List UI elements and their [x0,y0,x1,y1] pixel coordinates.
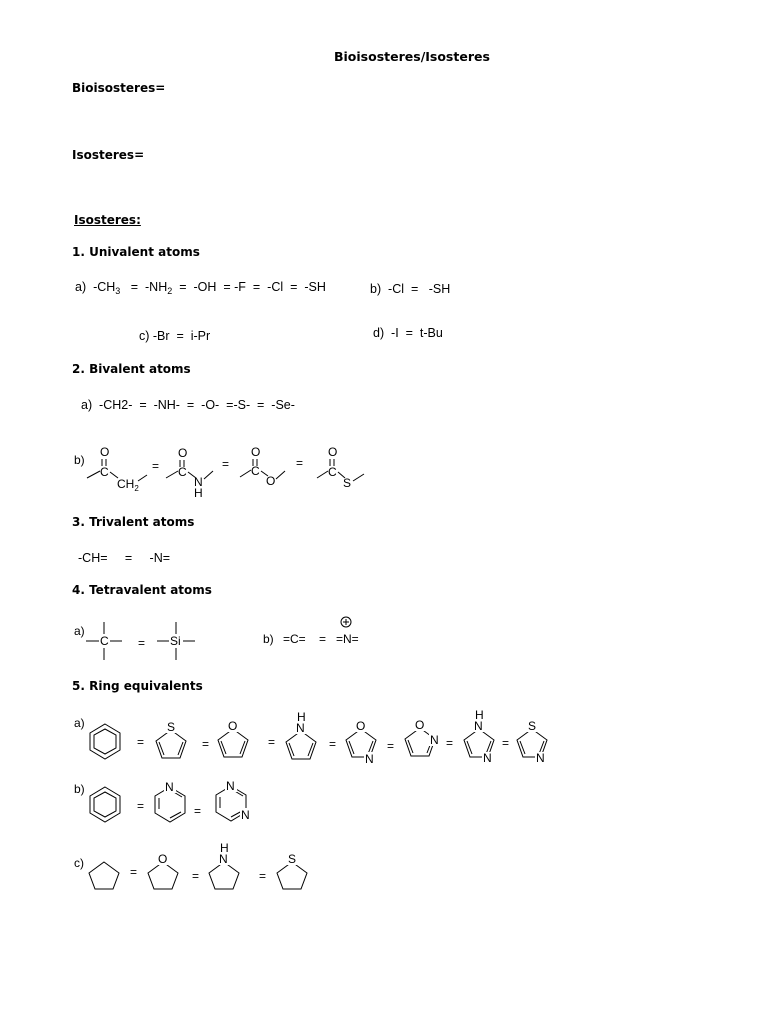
tetrahydrofuran-ring [148,852,178,889]
ester-structure [240,445,285,488]
oxygen-atom: O [266,474,276,488]
thiazole-ring [517,719,547,765]
nitrogen-atom: N [474,719,483,733]
benzene-ring [90,787,120,822]
nh2-group: $-NH_2$ [145,280,173,296]
quaternary-carbon [86,622,122,660]
iminium-nitrogen: =N= [336,632,359,646]
hydrogen-atom: H [220,841,229,855]
nitrogen-atom: N [165,780,174,794]
equals-sign: = [138,636,146,650]
nitrogen-atom: N [365,752,374,766]
oxygen-atom: O [100,445,110,459]
nitrogen-atom: N [536,751,545,765]
isosteres-heading: Isosteres: [74,213,141,227]
bivalent-b-label: b) [74,453,85,467]
univalent-b-row: b) -Cl = -SH [370,282,451,296]
nitrogen-atom: N [241,808,250,822]
hydrogen-atom: H [194,486,203,500]
pyridine-ring [155,780,185,822]
quaternary-silicon [157,622,195,660]
tetravalent-a-label: a) [74,624,85,638]
equals-sign: = [130,865,138,879]
isosteres-definition-label: Isosteres= [72,148,145,162]
equals-sign: = [192,869,200,883]
univalent-d-row: d) -I = t-Bu [373,326,443,340]
trivalent-row: -CH= = -N= [78,551,171,565]
cyclopentane-ring [89,862,119,889]
hydrogen-atom: H [297,710,306,724]
sh-group: -SH [304,280,326,294]
ch2-group: $CH_2$ [117,477,139,493]
ch3-group: $-CH_3$ [93,280,121,296]
furan-ring [218,719,248,757]
equals-sign: = [137,799,145,813]
bivalent-heading: 2. Bivalent atoms [72,362,191,376]
bivalent-a-row: a) -CH2- = -NH- = -O- =-S- = -Se- [81,398,295,412]
pyrrole-ring [286,710,316,759]
oxygen-atom: O [251,445,261,459]
equals-sign: = [387,739,395,753]
equals-sign: = [329,737,337,751]
page-title: Bioisosteres/Isosteres [334,49,490,64]
univalent-a-label: a) [75,280,87,294]
equals-sign: = [259,869,267,883]
nitrogen-atom: N [296,721,305,735]
equals-sign: = [268,735,276,749]
carbon-atom: C [328,465,337,479]
pyrimidine-ring [216,779,252,822]
equals-sign: = [222,457,230,471]
rings-b-label: b) [74,782,85,796]
sulfur-atom: S [343,476,352,490]
equals-sign: = [319,632,327,646]
isoxazole-ring [405,718,441,756]
equals-sign: = [446,736,454,750]
sulfur-atom: S [167,720,176,734]
equals-sign: = [290,280,298,294]
carbon-atom: C [178,465,187,479]
univalent-heading: 1. Univalent atoms [72,245,200,259]
tetrahydrothiophene-ring [277,852,307,889]
nitrogen-atom: N [219,852,228,866]
carbon-atom: C [251,464,260,478]
oxygen-atom: O [158,852,168,866]
sulfur-atom: S [288,852,297,866]
equals-sign: = [179,280,187,294]
rings-a-label: a) [74,716,85,730]
univalent-c-row: c) -Br = i-Pr [139,329,211,343]
hydrogen-atom: H [475,708,484,722]
amide-structure [166,446,213,500]
oxygen-atom: O [356,719,366,733]
allene-carbon: =C= [283,632,306,646]
benzene-ring [90,724,120,759]
equals-sign: = [296,456,304,470]
equals-sign: = [223,280,231,294]
equals-sign: = [152,459,160,473]
cl-group: -Cl [267,280,284,294]
oxygen-atom: O [228,719,238,733]
equals-sign: = [502,736,510,750]
silicon-atom: Si [170,634,181,648]
nitrogen-atom: N [194,475,203,489]
nitrogen-atom: N [483,751,492,765]
equals-sign: = [130,280,139,294]
oxazole-ring [346,719,376,766]
imidazole-ring [464,708,494,765]
carbon-atom: C [100,465,109,479]
nitrogen-atom: N [226,779,235,793]
nitrogen-atom: N [430,733,439,747]
bioisosteres-definition-label: Bioisosteres= [72,81,166,95]
f-group: -F [234,280,246,294]
ring-equivalents-heading: 5. Ring equivalents [72,679,203,693]
equals-sign: = [137,735,145,749]
oxygen-atom: O [415,718,425,732]
thioester-structure [317,445,364,490]
oxygen-atom: O [178,446,188,460]
equals-sign: = [194,804,202,818]
trivalent-heading: 3. Trivalent atoms [72,515,195,529]
tetravalent-heading: 4. Tetravalent atoms [72,583,212,597]
equals-sign: = [252,280,261,294]
oxygen-atom: O [328,445,338,459]
ketone-structure [87,445,147,493]
tetravalent-b-label: b) [263,632,274,646]
thiophene-ring [156,720,186,758]
carbon-atom: C [100,634,109,648]
sulfur-atom: S [528,719,537,733]
pyrrolidine-ring [209,841,239,889]
rings-c-label: c) [74,856,84,870]
equals-sign: = [202,737,210,751]
oh-group: -OH [193,280,217,294]
